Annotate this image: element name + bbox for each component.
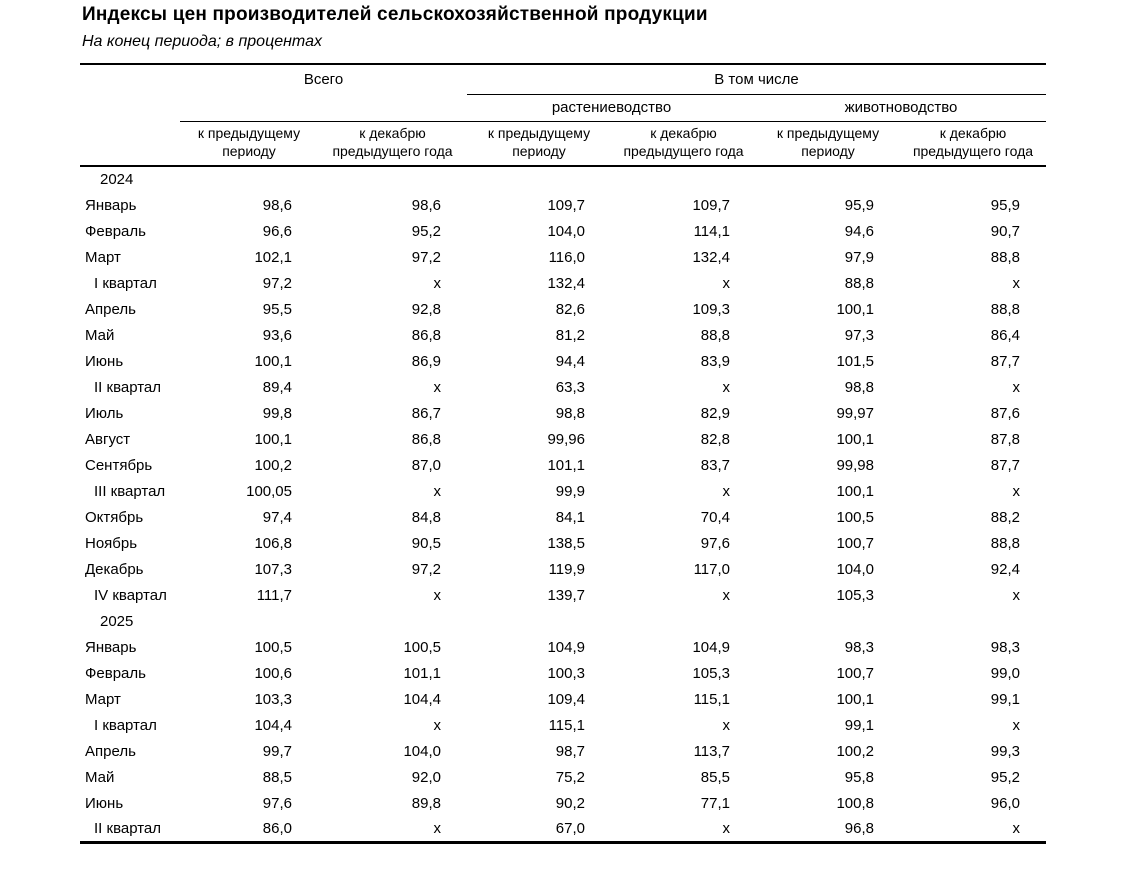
value-cell: 100,5 xyxy=(836,508,874,526)
month-row xyxy=(80,452,1046,478)
value-cell: х xyxy=(433,274,441,292)
value-cell: 100,6 xyxy=(254,664,292,682)
value-cell: 100,2 xyxy=(254,456,292,474)
value-cell: 95,9 xyxy=(844,196,874,214)
value-cell: х xyxy=(722,820,730,838)
value-cell: 87,7 xyxy=(990,456,1020,474)
month-row xyxy=(80,426,1046,452)
row-label: I квартал xyxy=(94,716,157,734)
value-cell: 99,8 xyxy=(262,404,292,422)
value-cell: 100,1 xyxy=(836,482,874,500)
value-cell: 95,5 xyxy=(262,300,292,318)
value-cell: х xyxy=(722,378,730,396)
value-cell: 87,8 xyxy=(990,430,1020,448)
value-cell: 67,0 xyxy=(555,820,585,838)
value-cell: х xyxy=(433,378,441,396)
value-cell: 109,3 xyxy=(692,300,730,318)
col-header-total-dec: к декабрю предыдущего года xyxy=(318,121,467,166)
value-cell: 88,8 xyxy=(990,300,1020,318)
value-cell: 92,8 xyxy=(411,300,441,318)
value-cell: 82,6 xyxy=(555,300,585,318)
value-cell: 109,4 xyxy=(547,690,585,708)
value-cell: 100,8 xyxy=(836,794,874,812)
value-cell: 90,5 xyxy=(411,534,441,552)
value-cell: 100,05 xyxy=(246,482,292,500)
value-cell xyxy=(318,166,467,192)
value-cell: 94,6 xyxy=(844,222,874,240)
value-cell: 92,4 xyxy=(990,560,1020,578)
value-cell: 98,6 xyxy=(411,196,441,214)
value-cell: 87,6 xyxy=(990,404,1020,422)
value-cell: 104,4 xyxy=(403,690,441,708)
row-label: Сентябрь xyxy=(85,456,153,474)
year-row xyxy=(80,166,1046,192)
value-cell: 106,8 xyxy=(254,534,292,552)
value-cell: 98,7 xyxy=(555,742,585,760)
col-group-crop: растениеводство xyxy=(467,94,756,121)
value-cell: 100,7 xyxy=(836,534,874,552)
value-cell: 86,7 xyxy=(411,404,441,422)
page-title: Индексы цен производителей сельскохозяйственной продукции xyxy=(82,4,708,25)
stub-cell xyxy=(80,64,180,94)
col-header-livestock-dec: к декабрю предыдущего года xyxy=(900,121,1046,166)
table-body xyxy=(80,166,1046,842)
value-cell: 88,8 xyxy=(990,534,1020,552)
value-cell: х xyxy=(722,482,730,500)
row-label: Апрель xyxy=(85,300,136,318)
value-cell: 97,6 xyxy=(262,794,292,812)
month-row xyxy=(80,530,1046,556)
row-label: Декабрь xyxy=(85,560,144,578)
value-cell: х xyxy=(433,586,441,604)
value-cell: 96,0 xyxy=(990,794,1020,812)
value-cell: 93,6 xyxy=(262,326,292,344)
value-cell: 97,6 xyxy=(700,534,730,552)
month-row xyxy=(80,244,1046,270)
month-row xyxy=(80,504,1046,530)
month-row xyxy=(80,400,1046,426)
value-cell xyxy=(611,166,756,192)
value-cell: 77,1 xyxy=(700,794,730,812)
row-label: Март xyxy=(85,690,121,708)
value-cell xyxy=(900,166,1046,192)
value-cell: х xyxy=(722,716,730,734)
value-cell: 97,2 xyxy=(411,248,441,266)
row-label: Январь xyxy=(85,196,137,214)
value-cell: 109,7 xyxy=(547,196,585,214)
month-row xyxy=(80,322,1046,348)
col-header-crop-dec: к декабрю предыдущего года xyxy=(611,121,756,166)
value-cell: 100,1 xyxy=(836,690,874,708)
row-label: Апрель xyxy=(85,742,136,760)
value-cell xyxy=(467,166,611,192)
value-cell: 81,2 xyxy=(555,326,585,344)
value-cell: 98,3 xyxy=(844,638,874,656)
col-header-livestock-prev: к предыдущему периоду xyxy=(756,121,900,166)
month-row xyxy=(80,686,1046,712)
value-cell: х xyxy=(1012,482,1020,500)
value-cell: 82,8 xyxy=(700,430,730,448)
value-cell xyxy=(318,608,467,634)
value-cell: 116,0 xyxy=(548,248,585,266)
month-row xyxy=(80,634,1046,660)
value-cell: 97,2 xyxy=(262,274,292,292)
month-row xyxy=(80,660,1046,686)
value-cell: 95,2 xyxy=(411,222,441,240)
value-cell: 88,8 xyxy=(844,274,874,292)
value-cell: 100,1 xyxy=(836,300,874,318)
value-cell: 97,4 xyxy=(262,508,292,526)
value-cell: 104,0 xyxy=(547,222,585,240)
value-cell: 98,6 xyxy=(262,196,292,214)
col-header-crop-prev: к предыдущему периоду xyxy=(467,121,611,166)
value-cell: 104,9 xyxy=(547,638,585,656)
value-cell: 109,7 xyxy=(692,196,730,214)
quarter-row xyxy=(80,270,1046,296)
value-cell: х xyxy=(1012,716,1020,734)
quarter-row xyxy=(80,582,1046,608)
quarter-row xyxy=(80,374,1046,400)
header-row-groups xyxy=(80,64,1046,94)
value-cell: 99,0 xyxy=(990,664,1020,682)
value-cell: 99,1 xyxy=(990,690,1020,708)
value-cell xyxy=(180,166,318,192)
value-cell: 97,9 xyxy=(844,248,874,266)
value-cell: 100,1 xyxy=(254,352,292,370)
value-cell: х xyxy=(722,274,730,292)
month-row xyxy=(80,738,1046,764)
value-cell: 132,4 xyxy=(547,274,585,292)
quarter-row xyxy=(80,816,1046,842)
value-cell: 100,1 xyxy=(836,430,874,448)
value-cell: 88,8 xyxy=(990,248,1020,266)
value-cell: 107,3 xyxy=(254,560,292,578)
row-label: II квартал xyxy=(94,820,162,838)
value-cell: 98,8 xyxy=(555,404,585,422)
value-cell: 95,9 xyxy=(990,196,1020,214)
row-label: Март xyxy=(85,248,121,266)
value-cell: 87,0 xyxy=(411,456,441,474)
value-cell: 95,8 xyxy=(844,768,874,786)
row-label: Октябрь xyxy=(85,508,144,526)
table-header xyxy=(80,64,1046,166)
value-cell: 98,8 xyxy=(844,378,874,396)
value-cell: 105,3 xyxy=(692,664,730,682)
month-row xyxy=(80,218,1046,244)
value-cell: х xyxy=(1012,586,1020,604)
row-label: Май xyxy=(85,326,115,344)
month-row xyxy=(80,556,1046,582)
value-cell xyxy=(467,608,611,634)
col-group-livestock: животноводство xyxy=(756,94,1046,121)
month-row xyxy=(80,192,1046,218)
page-subtitle: На конец периода; в процентах xyxy=(82,33,322,50)
value-cell: 100,5 xyxy=(254,638,292,656)
value-cell: 99,96 xyxy=(547,430,585,448)
value-cell: 99,1 xyxy=(844,716,874,734)
value-cell: 105,3 xyxy=(836,586,874,604)
row-label: 2024 xyxy=(100,171,134,189)
value-cell: 114,1 xyxy=(693,222,730,240)
row-label: Июнь xyxy=(85,352,124,370)
quarter-row xyxy=(80,478,1046,504)
value-cell: 132,4 xyxy=(692,248,730,266)
value-cell: 86,8 xyxy=(411,430,441,448)
value-cell: 115,1 xyxy=(548,716,585,734)
value-cell: 88,5 xyxy=(262,768,292,786)
row-label: Май xyxy=(85,768,115,786)
value-cell: 99,98 xyxy=(836,456,874,474)
header-row-measures xyxy=(80,121,1046,166)
header-row-subgroups xyxy=(80,94,1046,121)
value-cell: 90,7 xyxy=(990,222,1020,240)
row-label: II квартал xyxy=(94,378,162,396)
row-label: Январь xyxy=(85,638,137,656)
value-cell: 101,1 xyxy=(403,664,441,682)
value-cell: 96,8 xyxy=(844,820,874,838)
value-cell: 95,2 xyxy=(990,768,1020,786)
value-cell: 100,2 xyxy=(836,742,874,760)
value-cell: 63,3 xyxy=(555,378,585,396)
value-cell: 89,8 xyxy=(411,794,441,812)
row-label: Август xyxy=(85,430,131,448)
value-cell: 99,7 xyxy=(262,742,292,760)
price-index-table xyxy=(80,63,1046,844)
value-cell: 94,4 xyxy=(555,352,585,370)
value-cell: 86,9 xyxy=(411,352,441,370)
value-cell: 101,5 xyxy=(836,352,874,370)
month-row xyxy=(80,790,1046,816)
value-cell: 99,3 xyxy=(990,742,1020,760)
value-cell: 103,3 xyxy=(254,690,292,708)
value-cell: 92,0 xyxy=(411,768,441,786)
col-group-including: В том числе xyxy=(467,64,1046,94)
month-row xyxy=(80,764,1046,790)
value-cell: 97,3 xyxy=(844,326,874,344)
value-cell: 100,1 xyxy=(254,430,292,448)
value-cell: 89,4 xyxy=(262,378,292,396)
value-cell: 96,6 xyxy=(262,222,292,240)
row-label: Февраль xyxy=(85,664,146,682)
value-cell: х xyxy=(722,586,730,604)
row-label: IV квартал xyxy=(94,586,167,604)
value-cell: 119,9 xyxy=(548,560,585,578)
value-cell xyxy=(180,608,318,634)
value-cell: 113,7 xyxy=(693,742,730,760)
value-cell: 138,5 xyxy=(547,534,585,552)
value-cell: 104,4 xyxy=(254,716,292,734)
value-cell: 100,3 xyxy=(547,664,585,682)
value-cell: 99,97 xyxy=(836,404,874,422)
value-cell: 111,7 xyxy=(256,586,292,604)
value-cell: 84,8 xyxy=(411,508,441,526)
value-cell: 90,2 xyxy=(555,794,585,812)
value-cell: 101,1 xyxy=(547,456,585,474)
value-cell: 86,4 xyxy=(990,326,1020,344)
value-cell: 104,0 xyxy=(836,560,874,578)
value-cell: 104,9 xyxy=(692,638,730,656)
value-cell: 117,0 xyxy=(693,560,730,578)
value-cell: 83,7 xyxy=(700,456,730,474)
value-cell: 75,2 xyxy=(555,768,585,786)
value-cell: 83,9 xyxy=(700,352,730,370)
value-cell: 97,2 xyxy=(411,560,441,578)
value-cell: 82,9 xyxy=(700,404,730,422)
value-cell: 104,0 xyxy=(403,742,441,760)
value-cell: 88,8 xyxy=(700,326,730,344)
stub-cell xyxy=(80,94,180,121)
total-subgroup-spacer xyxy=(180,94,467,121)
value-cell: 70,4 xyxy=(700,508,730,526)
value-cell: 84,1 xyxy=(555,508,585,526)
value-cell xyxy=(756,166,900,192)
value-cell xyxy=(756,608,900,634)
value-cell: 115,1 xyxy=(693,690,730,708)
row-label: III квартал xyxy=(94,482,166,500)
value-cell: х xyxy=(1012,820,1020,838)
value-cell: 85,5 xyxy=(700,768,730,786)
value-cell: 100,5 xyxy=(403,638,441,656)
row-label: Июнь xyxy=(85,794,124,812)
value-cell: 100,7 xyxy=(836,664,874,682)
value-cell: 88,2 xyxy=(990,508,1020,526)
col-group-total: Всего xyxy=(303,71,344,88)
value-cell: х xyxy=(433,716,441,734)
row-label: I квартал xyxy=(94,274,157,292)
value-cell: 98,3 xyxy=(990,638,1020,656)
value-cell: 102,1 xyxy=(254,248,292,266)
value-cell: х xyxy=(433,482,441,500)
value-cell: 87,7 xyxy=(990,352,1020,370)
month-row xyxy=(80,348,1046,374)
year-row xyxy=(80,608,1046,634)
value-cell: х xyxy=(1012,274,1020,292)
stub-cell xyxy=(80,121,180,166)
value-cell: 139,7 xyxy=(547,586,585,604)
row-label: Ноябрь xyxy=(85,534,138,552)
value-cell: 86,0 xyxy=(262,820,292,838)
row-label: 2025 xyxy=(100,612,134,630)
value-cell xyxy=(611,608,756,634)
col-header-total-prev: к предыдущему периоду xyxy=(180,121,318,166)
value-cell: 99,9 xyxy=(555,482,585,500)
month-row xyxy=(80,296,1046,322)
quarter-row xyxy=(80,712,1046,738)
value-cell: 86,8 xyxy=(411,326,441,344)
value-cell xyxy=(900,608,1046,634)
row-label: Июль xyxy=(85,404,124,422)
value-cell: х xyxy=(433,820,441,838)
row-label: Февраль xyxy=(85,222,146,240)
value-cell: х xyxy=(1012,378,1020,396)
